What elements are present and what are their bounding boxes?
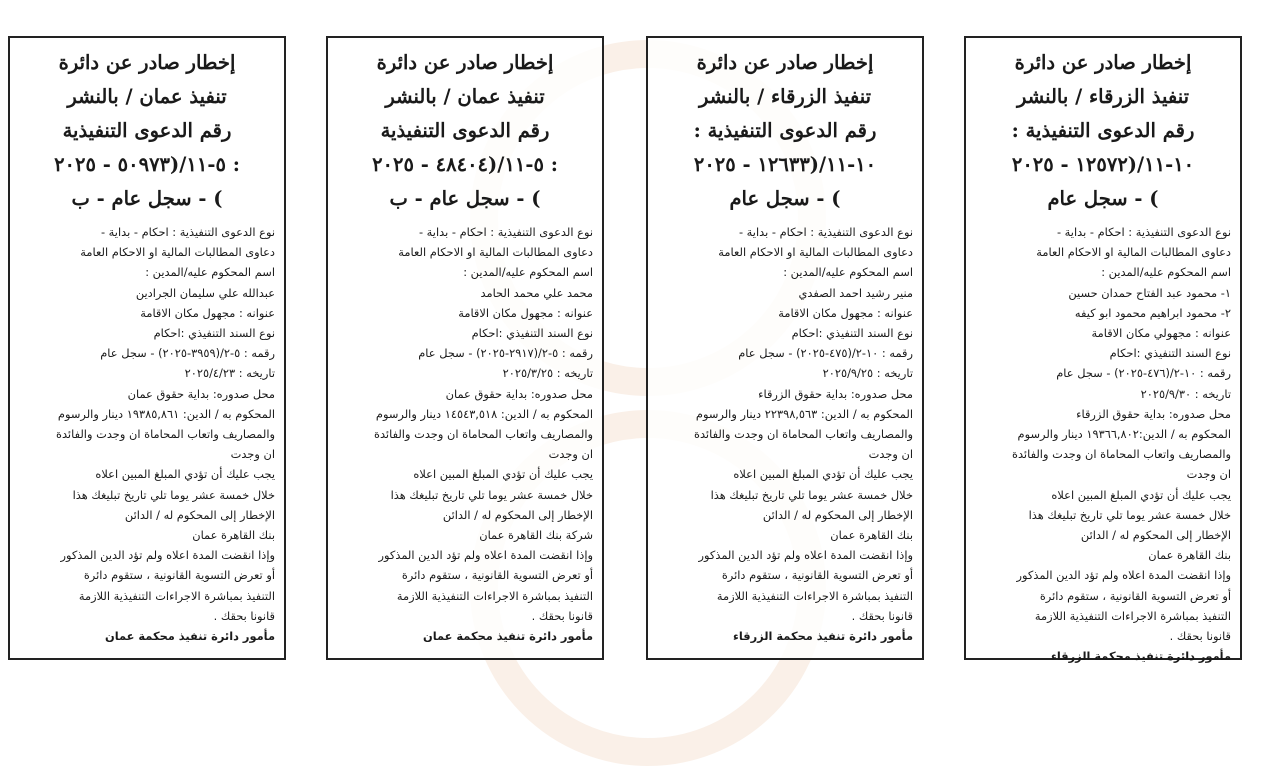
notice-line: المحكوم به / الدين:١٩٣٦٦,٨٠٢ دينار والرسوم (1017, 427, 1231, 442)
notice-line: عنوانه : مجهولي مكان الاقامة (1091, 326, 1231, 341)
notice-signature: مأمور دائرة تنفيذ محكمة الزرقاء (733, 629, 913, 644)
notice-line: التنفيذ بمباشرة الاجراءات التنفيذية اللازمة (78, 588, 275, 603)
notice-line: تاريخه : ٢٠٢٥/٩/٣٠ (1140, 386, 1231, 401)
notice-line: المحكوم به / الدين: ١٩٣٨٥,٨٦١ دينار والرسوم (57, 406, 275, 421)
notice-zarqa-12633 (646, 36, 924, 660)
notice-line: محل صدوره: بداية حقوق الزرقاء (1076, 406, 1231, 421)
notice-line: وإذا انقضت المدة اعلاه ولم تؤد الدين المذكور (1016, 568, 1231, 583)
notice-line: والمصاريف واتعاب المحاماة ان وجدت والفائدة (55, 427, 275, 442)
notice-heading (657, 46, 913, 216)
notice-line: وإذا انقضت المدة اعلاه ولم تؤد الدين المذكور (698, 548, 913, 563)
notice-zarqa-12572 (964, 36, 1242, 664)
notice-line: تاريخه : ٢٠٢٥/٣/٢٥ (502, 366, 593, 381)
notice-heading (975, 46, 1231, 216)
notice-line: شركة بنك القاهرة عمان (479, 528, 593, 543)
notice-line: دعاوى المطالبات المالية او الاحكام العامة (718, 245, 913, 260)
notice-body (975, 222, 1231, 666)
notice-line: اسم المحكوم عليه/المدين : (463, 265, 593, 280)
notice-line: ١- محمود عبد الفتاح حمدان حسين (1068, 285, 1231, 300)
heading-line: ) - سجل عام - ب (71, 187, 223, 210)
notice-line: رقمه : ٥-٢/(٣٩٥٩-٢٠٢٥) - سجل عام (100, 346, 275, 361)
notice-line: ان وجدت (548, 447, 593, 462)
notice-line: خلال خمسة عشر يوما تلي تاريخ تبليغك هذا (710, 487, 913, 502)
notice-line: قانونا بحقك . (531, 608, 593, 623)
notice-line: عنوانه : مجهول مكان الاقامة (778, 305, 913, 320)
notice-line: نوع الدعوى التنفيذية : احكام - بداية - (1056, 225, 1231, 239)
notice-line: أو تعرض التسوية القانونية ، ستقوم دائرة (401, 568, 593, 583)
notice-line: اسم المحكوم عليه/المدين : (145, 265, 275, 280)
notice-line: والمصاريف واتعاب المحاماة ان وجدت والفائدة (693, 427, 913, 442)
notice-heading (337, 46, 593, 216)
notice-amman-50973 (8, 36, 286, 660)
notice-line: أو تعرض التسوية القانونية ، ستقوم دائرة (83, 568, 275, 583)
notice-line: قانونا بحقك . (213, 608, 275, 623)
heading-line: رقم الدعوى التنفيذية : (1011, 119, 1195, 142)
notice-line: الإخطار إلى المحكوم له / الدائن (442, 507, 593, 522)
notice-line: قانونا بحقك . (851, 608, 913, 623)
heading-line: إخطار صادر عن دائرة (696, 51, 874, 74)
notice-line: محمد علي محمد الحامد (480, 285, 593, 300)
notice-line: بنك القاهرة عمان (830, 528, 913, 543)
notice-line: ان وجدت (868, 447, 913, 462)
notice-line: تاريخه : ٢٠٢٥/٤/٢٣ (184, 366, 275, 381)
notice-line: الإخطار إلى المحكوم له / الدائن (124, 507, 275, 522)
notice-line: قانونا بحقك . (1169, 629, 1231, 644)
notice-body (337, 222, 593, 646)
notice-line: دعاوى المطالبات المالية او الاحكام العامة (1036, 245, 1231, 260)
heading-line: ١٠-١١/(١٢٥٧٢ - ٢٠٢٥ (1011, 153, 1195, 176)
notice-line: نوع الدعوى التنفيذية : احكام - بداية - (100, 225, 275, 239)
notice-body (657, 222, 913, 646)
notice-line: رقمه : ١٠-٢/(٤٧٦-٢٠٢٥) - سجل عام (1056, 366, 1231, 381)
notice-line: بنك القاهرة عمان (192, 528, 275, 543)
heading-line: تنفيذ عمان / بالنشر (67, 85, 227, 108)
heading-line: إخطار صادر عن دائرة (376, 51, 554, 74)
heading-line: ) - سجل عام - ب (389, 187, 541, 210)
notice-line: الإخطار إلى المحكوم له / الدائن (762, 507, 913, 522)
notice-line: يجب عليك أن تؤدي المبلغ المبين اعلاه (413, 467, 593, 482)
heading-line: : ٥-١١/(٤٨٤٠٤ - ٢٠٢٥ (372, 153, 558, 176)
notice-line: ان وجدت (230, 447, 275, 462)
notice-line: عنوانه : مجهول مكان الاقامة (458, 305, 593, 320)
notice-signature: مأمور دائرة تنفيذ محكمة عمان (423, 629, 593, 644)
notice-line: نوع السند التنفيذي :احكام (1109, 346, 1231, 361)
notice-line: دعاوى المطالبات المالية او الاحكام العامة (80, 245, 275, 260)
notice-line: خلال خمسة عشر يوما تلي تاريخ تبليغك هذا (1028, 507, 1231, 522)
notice-line: بنك القاهرة عمان (1148, 548, 1231, 563)
notice-line: محل صدوره: بداية حقوق الزرقاء (758, 386, 913, 401)
notice-line: خلال خمسة عشر يوما تلي تاريخ تبليغك هذا (72, 487, 275, 502)
heading-line: : ٥-١١/(٥٠٩٧٣ - ٢٠٢٥ (54, 153, 240, 176)
notice-line: ان وجدت (1186, 467, 1231, 482)
notice-line: عنوانه : مجهول مكان الاقامة (140, 305, 275, 320)
notice-line: التنفيذ بمباشرة الاجراءات التنفيذية اللازمة (396, 588, 593, 603)
notice-line: والمصاريف واتعاب المحاماة ان وجدت والفائدة (1011, 447, 1231, 462)
notice-line: نوع السند التنفيذي :احكام (153, 326, 275, 341)
notice-line: خلال خمسة عشر يوما تلي تاريخ تبليغك هذا (390, 487, 593, 502)
notice-line: دعاوى المطالبات المالية او الاحكام العامة (398, 245, 593, 260)
heading-line: رقم الدعوى التنفيذية (62, 119, 232, 142)
notice-amman-48404 (326, 36, 604, 660)
notice-line: تاريخه : ٢٠٢٥/٩/٢٥ (822, 366, 913, 381)
notice-line: يجب عليك أن تؤدي المبلغ المبين اعلاه (95, 467, 275, 482)
notice-signature: مأمور دائرة تنفيذ محكمة الزرقاء (1051, 649, 1231, 664)
notice-line: والمصاريف واتعاب المحاماة ان وجدت والفائدة (373, 427, 593, 442)
heading-line: رقم الدعوى التنفيذية : (693, 119, 877, 142)
notice-line: نوع الدعوى التنفيذية : احكام - بداية - (418, 225, 593, 239)
heading-line: تنفيذ الزرقاء / بالنشر (1016, 85, 1190, 108)
notice-line: اسم المحكوم عليه/المدين : (783, 265, 913, 280)
heading-line: ) - سجل عام (1047, 187, 1159, 210)
notice-signature: مأمور دائرة تنفيذ محكمة عمان (105, 629, 275, 644)
notice-line: التنفيذ بمباشرة الاجراءات التنفيذية اللازمة (716, 588, 913, 603)
notice-line: يجب عليك أن تؤدي المبلغ المبين اعلاه (733, 467, 913, 482)
notice-line: التنفيذ بمباشرة الاجراءات التنفيذية اللازمة (1034, 608, 1231, 623)
notice-line: وإذا انقضت المدة اعلاه ولم تؤد الدين المذكور (378, 548, 593, 563)
notice-line: ٢- محمود ابراهيم محمود ابو كيفه (1074, 305, 1231, 320)
notice-line: المحكوم به / الدين: ١٤٥٤٣,٥١٨ دينار والرسوم (375, 406, 593, 421)
notice-line: محل صدوره: بداية حقوق عمان (127, 386, 275, 401)
notice-line: أو تعرض التسوية القانونية ، ستقوم دائرة (1039, 588, 1231, 603)
notice-line: رقمه : ١٠-٢/(٤٧٥-٢٠٢٥) - سجل عام (738, 346, 913, 361)
heading-line: إخطار صادر عن دائرة (1014, 51, 1192, 74)
notice-line: محل صدوره: بداية حقوق عمان (445, 386, 593, 401)
heading-line: ) - سجل عام (729, 187, 841, 210)
notice-line: نوع الدعوى التنفيذية : احكام - بداية - (738, 225, 913, 239)
heading-line: تنفيذ عمان / بالنشر (385, 85, 545, 108)
notice-line: يجب عليك أن تؤدي المبلغ المبين اعلاه (1051, 487, 1231, 502)
notice-line: نوع السند التنفيذي :احكام (791, 326, 913, 341)
heading-line: ١٠-١١/(١٢٦٣٣ - ٢٠٢٥ (693, 153, 877, 176)
notice-line: الإخطار إلى المحكوم له / الدائن (1080, 528, 1231, 543)
notice-line: اسم المحكوم عليه/المدين : (1101, 265, 1231, 280)
notice-line: منير رشيد احمد الصفدي (798, 285, 913, 300)
notice-line: وإذا انقضت المدة اعلاه ولم تؤد الدين المذكور (60, 548, 275, 563)
notice-heading (19, 46, 275, 216)
heading-line: رقم الدعوى التنفيذية (380, 119, 550, 142)
notice-body (19, 222, 275, 646)
notice-line: نوع السند التنفيذي :احكام (471, 326, 593, 341)
notice-line: المحكوم به / الدين: ٢٢٣٩٨,٥٦٣ دينار والرسوم (695, 406, 913, 421)
notice-line: عبدالله علي سليمان الجرادين (135, 285, 275, 300)
notice-line: رقمه : ٥-٢/(٢٩١٧-٢٠٢٥) - سجل عام (418, 346, 593, 361)
heading-line: تنفيذ الزرقاء / بالنشر (698, 85, 872, 108)
heading-line: إخطار صادر عن دائرة (58, 51, 236, 74)
notice-line: أو تعرض التسوية القانونية ، ستقوم دائرة (721, 568, 913, 583)
